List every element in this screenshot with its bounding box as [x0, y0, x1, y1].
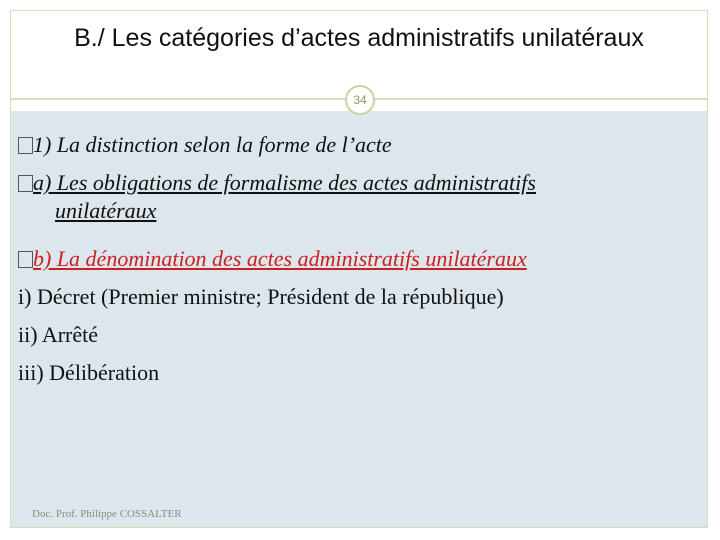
list-item: [18, 354, 698, 392]
list-item-text: i) Décret (Premier ministre; Président de la république): [18, 284, 504, 309]
slide-body: [18, 126, 698, 392]
list-item: [18, 240, 698, 278]
list-item-text: a) Les obligations de formalisme des actes administratifs: [33, 170, 536, 195]
page-number-badge: 34: [345, 85, 375, 115]
list-item: [18, 316, 698, 354]
list-item: [18, 278, 698, 316]
square-bullet-icon: [18, 251, 33, 268]
list-item-text: 1) La distinction selon la forme de l’acte: [33, 132, 392, 157]
list-item-text: b) La dénomination des actes administratifs unilatéraux: [33, 246, 527, 271]
footer-author: Doc. Prof. Philippe COSSALTER: [32, 508, 182, 520]
list-item-text: ii) Arrêté: [18, 322, 99, 347]
square-bullet-icon: [18, 175, 33, 192]
list-item: [18, 126, 698, 164]
list-item-text-continuation: unilatéraux: [55, 198, 157, 223]
slide-title: B./ Les catégories d’actes administratifs unilatéraux: [74, 24, 644, 52]
list-item: [18, 164, 698, 240]
list-item-text: iii) Délibération: [18, 360, 160, 385]
square-bullet-icon: [18, 137, 33, 154]
